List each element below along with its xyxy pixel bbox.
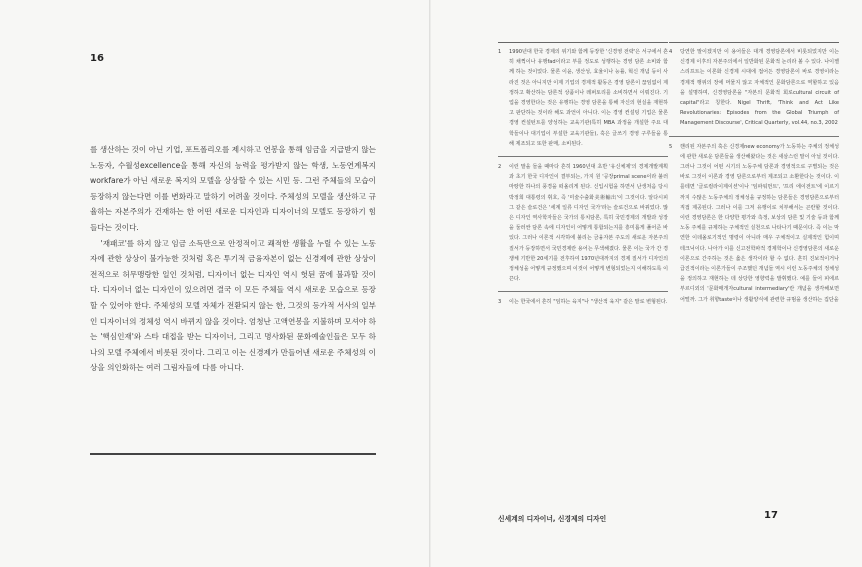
footnote-4 [669, 47, 839, 129]
footnote-text: 이는 한국에서 흔히 "임하는 육지"나 "생산적 육지" 같은 말로 변형된다. [509, 299, 668, 306]
left-page-number: 16 [90, 53, 104, 64]
footnote-5 [669, 142, 839, 305]
footnote-separator [498, 291, 668, 292]
footnote-column-1 [498, 42, 668, 308]
footnote-text: 당연한 말이겠지만 이 용어들은 대개 경영담론에서 비롯되었지만 이는 신경제 이후의 자본주의에서 일반화된 문화적 논리라 볼 수 있다. 나이젤 스리프트는 이론화 신경제 시대에 접어든 경영담론이 바로 경영이라는 경제적 행위의 장에 머물지 않고 자체적인 문화담론으로 역할하고 있음을 설명하며, 신경영담론을 "자본의 문화적 회로cultural circuit of capital"라고 칭한다. Nigel Thrift, 'Think and Act Like Revolutionaries: Episodes from the Global Triumph of Management Discourse', Critical Quarterly, vol.44, no.3, 2002 [680, 49, 839, 127]
body-paragraph-1: 를 생산하는 것이 아닌 기업, 포트폴리오를 제시하고 연봉을 통해 임금을 지급받지 않는 노동자, 수월성excellence을 통해 자신의 능력을 평가받지 않는 학생, 노동연계복지workfare가 아닌 새로운 복지의 모델을 상상할 수 있는 시민 등. 그런 주체들의 모습이 등장하지 않는다면 이를 변화라고 말하기 어려울 것이다. 주체성의 모델을 생산하고 규율하는 자본주의가 건재하는 한 어떤 새로운 디자인과 디자이너의 모델도 등장하기 힘들다는 것이다. [90, 145, 376, 232]
footnote-column-2 [669, 42, 839, 305]
footnote-number: 2 [498, 164, 502, 171]
footnote-text: 핸리된 자본주의 혹은 신경제new economy가 노동하는 주체의 정체성에 관한 새로운 담론들을 생산해왔다는 것은 새삼스런 말이 아닐 것이다. 그러나 그것이 어떤 시기의 노동주체 담론과 경영적으로 구별되는 것은 바로 그것이 이론과 경영 담론으로부터 제조되고 소환한다는 것이다. 이를테면 '글로컬라이제이션'이나 '임파워먼트', '프리 에이전트'에 이르기까지 수많은 노동주체의 정체성을 규정하는 담론들은 경영담론으로부터 직접 제공된다. 그러나 이를 그저 유행이로 치부해서는 곤란할 것이다. 이런 경영담론은 한 다양한 평가와 측정, 보상의 담론 및 기술 등과 함께 노동 주체를 규제하는 구체적인 실천으로 나타나기 때문이다. 즉 이는 막연한 이데올로기적인 명령이 아니라 매우 구체적이고 실제적인 힘이며 테크닉이다. 나아가 이를 신고전학파적 경제학이나 신경영담론의 새로운 이론으로 간주하는 것은 옳은 생각이라 할 수 없다. 흔히 진보적이거나 급진적이라는 이론가들이 주조했던 개념들 역시 이런 노동주체의 정체성을 정의하고 재현하는 데 상당한 영향력을 발휘했다. 예를 들어 피에르 부르디외의 '문화매개자cultural intermediary'란 개념을 생각해보면 어떨까. 그가 취향taste이나 생활양식에 관련한 규범을 생산하는 집단을 [680, 143, 839, 303]
footnote-text: 이런 말을 들을 때마다 흔히 1960년대 초반 '유신체제'의 경제개발계획과 초기 한국 디자인이 결부되는, 가지 원 '공장primal scene이라 불러 마땅한 하나의 풍경을 떠올리게 된다. 신입시험을 하면서 난생처음 당시 박정희 대통령의 휘호, 즉 '미술수출화美術輸出'이 그것이다. 알다시피 그 같은 슬로건은 '세계 일류 디자인 국가'라는 슬로건으로 바뀌었다. 많은 디자인 역사학자들은 국가의 통치담론, 특히 국민경제의 개발과 성장을 둘러싼 담론 속에 디자인이 어떻게 통합되는지를 흥미롭게 풀어준 바 있다. 그러나 이론적 시각하에 불리는 금융자본 주도의 새로운 자본주의 질서가 등장하면서 국민경제란 용어는 무색해졌다. 물론 이는 국가 간 경쟁체 기반한 20세기를 전후하여 1970년대까지의 경제 질서가 디자인의 정체성을 어떻게 규정했으며 이것이 어떻게 변형되었는지 이해하도록 이끈다. [509, 164, 668, 283]
footnote-1 [498, 47, 668, 149]
footnote-top-rule [498, 42, 668, 43]
footnote-3 [498, 297, 668, 307]
footnote-top-rule [669, 42, 839, 43]
body-paragraph-2: '재패코'를 하지 않고 임금 소득만으로 안정적이고 쾌적한 생활을 누릴 수 있는 노동자에 관한 상상이 불가능한 것처럼 혹은 투기적 금융자본이 없는 신경제에 관한 상상이 전적으로 허무맹랑한 일인 것처럼, 디자이너 없는 디자인 역시 헛된 꿈에 불과할 것이다. 디자이너 없는 디자인이 있으려면 결국 이 모든 주체들 역시 새로운 모습으로 등장할 수 있어야 한다. 주체성의 모델 자체가 전환되지 않는 한, 그것의 등가적 서사의 일부인 디자이너의 정체성 역시 바뀌지 않을 것이다. 엄청난 고액연봉을 지불하며 모셔야 하는 '핵심인재'와 스타 대접을 받는 디자이너, 그리고 명사화된 문화예술인들은 모두 하나의 모델 주체에서 비롯된 것이다. 그리고 이는 신경제가 만들어낸 새로운 주체성의 이상을 의인화하는 여러 그림자들에 다름 아니다. [90, 238, 376, 373]
footnote-2 [498, 162, 668, 284]
right-page-number: 17 [764, 510, 778, 521]
footnote-number: 4 [669, 49, 673, 55]
footnote-number: 5 [669, 143, 673, 150]
body-text [90, 142, 376, 376]
footnote-separator [669, 136, 839, 137]
footnote-number: 3 [498, 299, 502, 306]
running-footer-title: 신세계의 디자이너, 신경제의 디자인 [498, 515, 607, 523]
footnote-separator [498, 156, 668, 157]
footnote-number: 1 [498, 49, 502, 55]
footnote-text: 1990년대 한국 경제의 위기와 함께 등장한 '신경영 전략'은 서구에서 흔히 채찍이나 유행fad이라고 부를 정도로 성행하는 경영 담론 소비와 함께 하는 것이었다. 물론 이윤, 생산성, 효율이나 능률, 혁신 개념 등이 사라진 것은 아니지만 이제 기업의 경제적 활동은 경영 담론이 끊임없이 제정하고 확산하는 담론적 상품이나 레퍼토리를 소비하면서 이뤄진다. 기업을 경영한다는 것은 유행하는 경영 담론을 통해 자신의 현실을 재현하고 판단하는 것이라 해도 과언이 아니다. 이는 경영 컨설팅 기업은 물론 경영 컨설턴트를 양성하는 교육기관(특히 MBA 과정을 개설한 주요 대학들이나 대기업이 부설한 교육기관들), 혹은 글쓰기 경영 구루들을 통해 제조되고 또한 판매, 소비된다. [509, 49, 668, 147]
section-end-rule [90, 453, 376, 455]
